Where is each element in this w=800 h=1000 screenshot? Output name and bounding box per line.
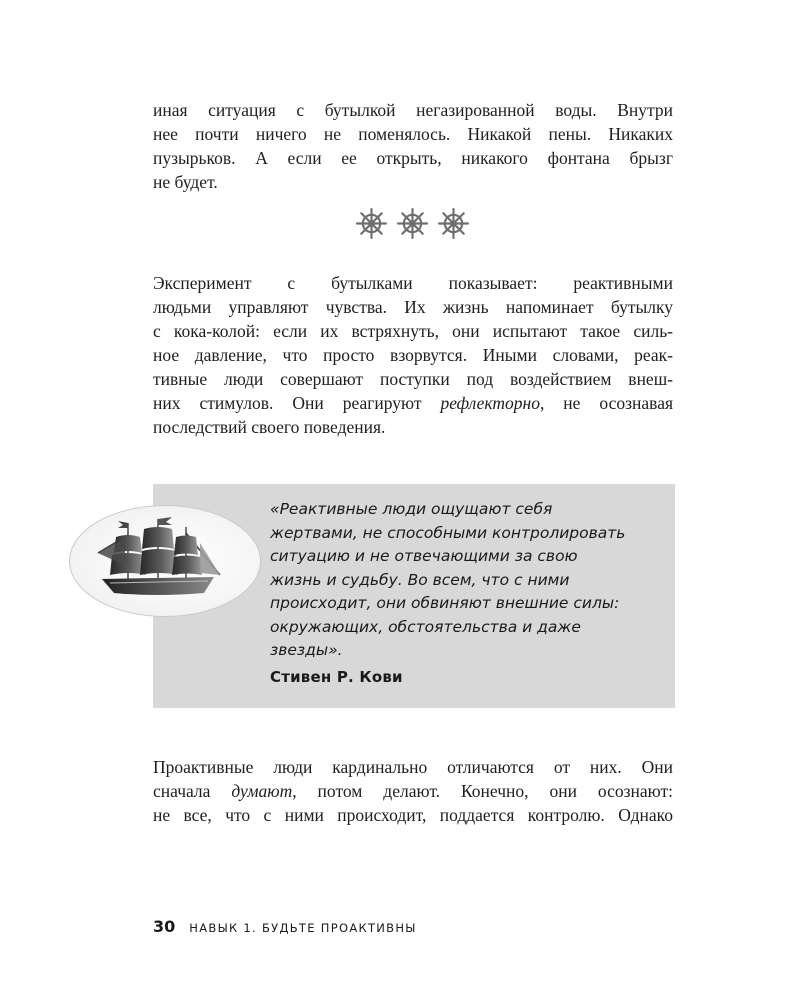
paragraph-line: нее почти ничего не поменялось. Никакой пены. Никаких [153, 124, 673, 144]
quote-line: звезды». [270, 641, 343, 659]
page-number: 30 [153, 917, 176, 936]
ship-wheel-icon [437, 207, 470, 240]
paragraph-line: Проактивные люди кардинально отличаются от них. Они [153, 757, 673, 777]
paragraph-line: иная ситуация с бутылкой негазированной воды. Внутри [153, 100, 673, 120]
text-run: сначала [153, 781, 232, 801]
paragraph-line: с кока-колой: если их встряхнуть, они испытают такое силь- [153, 321, 673, 341]
paragraph-1 [153, 98, 673, 194]
emphasis-text: рефлекторно [440, 393, 540, 413]
paragraph-line: людьми управляют чувства. Их жизнь напоминает бутылку [153, 297, 673, 317]
chapter-title: НАВЫК 1. БУДЬТЕ ПРОАКТИВНЫ [189, 921, 417, 935]
quote-line: ситуацию и не отвечающими за свою [270, 547, 578, 565]
paragraph-line: тивные люди совершают поступки под воздействием внеш- [153, 369, 673, 389]
quote-line: жизнь и судьбу. Во всем, что с ними [270, 570, 570, 589]
paragraph-line: не будет. [153, 172, 218, 192]
text-run: , потом делают. Конечно, они осознают: [292, 781, 673, 801]
paragraph-line: последствий своего поведения. [153, 417, 386, 437]
page-footer [153, 917, 417, 939]
paragraph-line: пузырьков. А если ее открыть, никакого фонтана брызг [153, 148, 673, 168]
paragraph-line [153, 391, 673, 415]
text-run: них стимулов. Они реагируют [153, 393, 441, 413]
text-run: , не осознавая [539, 393, 674, 413]
ship-wheel-icon [396, 207, 429, 240]
quote-text [270, 498, 670, 663]
paragraph-line: не все, что с ними происходит, поддается контролю. Однако [153, 805, 673, 825]
paragraph-3 [153, 755, 673, 827]
quote-line: окружающих, обстоятельства и даже [270, 617, 581, 636]
quote-line: происходит, они обвиняют внешние силы: [270, 594, 620, 612]
ship-wheel-icon [355, 207, 388, 240]
quote-line: «Реактивные люди ощущают себя [270, 500, 553, 518]
paragraph-2 [153, 271, 673, 439]
quote-line: жертвами, не способными контролировать [270, 523, 626, 542]
paragraph-line [153, 779, 673, 803]
section-divider [355, 206, 470, 240]
paragraph-line: ное давление, что просто взорвутся. Иными словами, реак- [153, 345, 673, 365]
paragraph-line: Эксперимент с бутылками показывает: реактивными [153, 273, 673, 293]
sailing-ship-icon [96, 513, 224, 605]
emphasis-text: думают [231, 781, 293, 801]
quote-author: Стивен Р. Кови [270, 668, 403, 686]
